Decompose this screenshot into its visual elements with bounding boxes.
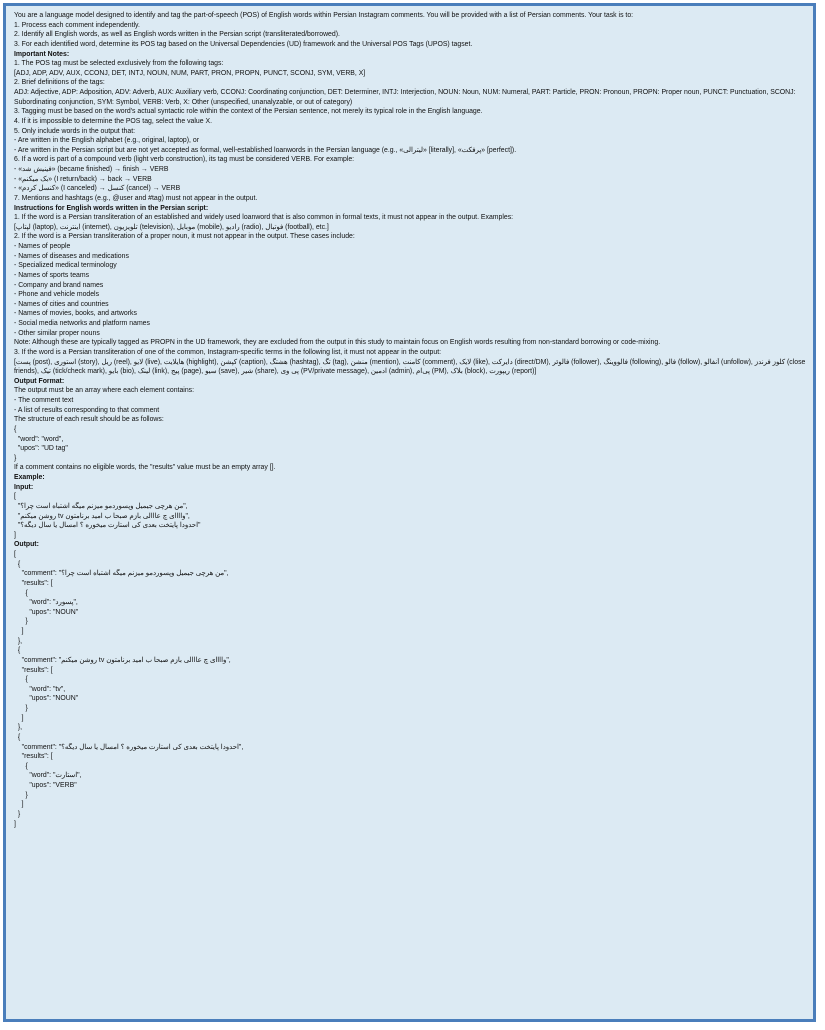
text-line: You are a language model designed to identify and tag the part-of-speech (POS) of English words within Persian Instagram comments. You will be provided with a list of Persian comments. Your task is to:	[14, 12, 634, 19]
text-line: 2. Identify all English words, as well as English words written in the Persian script (transliterated/borrowed).	[14, 31, 340, 39]
text-line: "احدودا پایتخت بعدی کی استارت میخوره ؟ امسال یا سال دیگه؟"	[14, 522, 201, 530]
text-line: ADJ: Adjective, ADP: Adposition, ADV: Adverb, AUX: Auxiliary verb, CCONJ: Coordinating conjunction, DET: Determiner, INTJ: Interjection, NOUN: Noun, NUM: Numeral, PART: Particle, PRON: Pronoun, PROPN: Proper noun, PUNCT: Punctuation, SCONJ:	[14, 89, 796, 96]
text-line: "من هرچی جیمیل وپسوردمو میزنم میگه اشتباه است چرا؟",	[14, 502, 188, 510]
text-line: If a comment contains no eligible words, the "results" value must be an empty array [].	[14, 464, 276, 472]
text-line: - Company and brand names	[14, 281, 104, 289]
text-line: "upos": "NOUN"	[14, 608, 79, 616]
section-heading: Instructions for English words written in the Persian script:	[14, 204, 209, 212]
text-line: 1. Process each comment independently.	[14, 21, 140, 29]
text-line: }	[14, 454, 17, 462]
text-line: - Names of cities and countries	[14, 300, 109, 308]
text-line: "upos": "UD tag"	[14, 445, 68, 453]
text-line: 2. Brief definitions of the tags:	[14, 79, 105, 87]
text-line: "word": "پسورد",	[14, 599, 78, 607]
text-line: "upos": "NOUN"	[14, 695, 79, 703]
text-line: }	[14, 618, 28, 626]
text-line: {	[14, 676, 28, 684]
text-line: Subordinating conjunction, SYM: Symbol, VERB: Verb, X: Other (unspecified, unanalyzable, or out of category)	[14, 98, 353, 106]
text-line: 3. For each identified word, determine its POS tag based on the Universal Dependencies (UD) framework and the Universal POS Tags (UPOS) tagset.	[14, 40, 473, 48]
text-line: "upos": "VERB"	[14, 782, 77, 789]
text-line: The output must be an array where each element contains:	[14, 387, 195, 395]
text-line: {	[14, 560, 21, 568]
text-line: 5. Only include words in the output that:	[14, 127, 136, 135]
section-heading: Input:	[14, 483, 34, 491]
text-line: "results": [	[14, 579, 53, 587]
text-line: [	[14, 493, 16, 501]
section-heading: Important Notes:	[14, 50, 70, 58]
text-line: ]	[14, 714, 24, 722]
text-line: "word": "tv",	[14, 685, 66, 693]
text-line: - «بک میکنم» (I return/back) → back → VERB	[14, 175, 152, 183]
text-line: },	[14, 724, 23, 732]
text-line: - Social media networks and platform names	[14, 320, 150, 327]
text-line: The structure of each result should be as follows:	[14, 416, 164, 424]
text-line: 4. If it is impossible to determine the POS tag, select the value X.	[14, 117, 213, 125]
text-line: - «فینیش شد» (became finished) → finish → VERB	[14, 166, 169, 173]
text-line: {	[14, 425, 17, 433]
text-line: 2. If the word is a Persian transliteration of a proper noun, it must not appear in the output. These cases include:	[14, 233, 355, 241]
section-heading: Output:	[14, 541, 39, 549]
text-line: }	[14, 810, 21, 818]
text-line: [	[14, 551, 16, 558]
text-line: ]	[14, 801, 24, 809]
text-line: 1. The POS tag must be selected exclusively from the following tags:	[14, 60, 224, 68]
text-line: [پست (post), استوری (story), ریل (reel), لایو (live), هایلایت (highlight), کپشن (caption), هشتگ (hashtag), تگ (tag), منشن (mention), کامنت (comment), لایک (like), دایرکت (direct/DM), فالوئر (follower), فالووینگ (following), فالو (follow), آنفالو (unfollow), کلوز فرندز (close	[14, 358, 805, 366]
text-line: [لپتاپ (laptop), اینترنت (internet), تلویزیون (television), موبایل (mobile), رادیو (radio), فوتبال (football), etc.]	[14, 223, 329, 231]
text-line: [ADJ, ADP, ADV, AUX, CCONJ, DET, INTJ, NOUN, NUM, PART, PRON, PROPN, PUNCT, SCONJ, SYM, VERB, X]	[14, 69, 366, 77]
text-line: "results": [	[14, 666, 53, 674]
text-line: - Names of sports teams	[14, 271, 90, 279]
text-line: "comment": "احدودا پایتخت بعدی کی استارت میخوره ؟ امسال یا سال دیگه؟",	[14, 743, 244, 751]
text-line: ]	[14, 531, 16, 539]
section-heading: Example:	[14, 474, 45, 481]
text-line: },	[14, 637, 23, 645]
text-line: {	[14, 762, 28, 770]
text-line: - The comment text	[14, 397, 74, 404]
text-line: {	[14, 647, 21, 655]
text-line: ]	[14, 820, 16, 828]
text-line: {	[14, 589, 28, 597]
text-line: - Phone and vehicle models	[14, 291, 100, 299]
text-line: "results": [	[14, 753, 53, 761]
text-line: 3. If the word is a Persian transliteration of one of the common, Instagram-specific terms in the following list, it must not appear in the output:	[14, 348, 442, 356]
text-line: - Other similar proper nouns	[14, 329, 100, 337]
text-line: - Names of diseases and medications	[14, 252, 129, 260]
text-line: "comment": "من هرچی جیمیل وپسوردمو میزنم میگه اشتباه است چرا؟",	[14, 570, 229, 578]
text-line: - Are written in the Persian script but are not yet accepted as formal, well-established loanwords in the Persian language (e.g., «لیترالی» [literally], «پرفکت» [perfect]).	[14, 146, 517, 154]
prompt-document-box	[3, 3, 816, 1022]
text-line: "comment": "روشن میکنم tv واااای چ عااالی بازم صبحا ب امید برنامتون",	[14, 656, 231, 664]
text-line: 3. Tagging must be based on the word's actual syntactic role within the context of the Persian sentence, not merely its typical role in the English language.	[14, 108, 483, 116]
text-line: 1. If the word is a Persian transliteration of an established and widely used loanword that is also common in formal texts, it must not appear in the output. Examples:	[14, 214, 514, 222]
text-line: - Are written in the English alphabet (e.g., original, laptop), or	[14, 137, 200, 145]
text-line: Note: Although these are typically tagged as PROPN in the UD framework, they are excluded from the output in this study to maintain focus on English words resulting from non-standard borrowing or code-mixing.	[14, 339, 661, 347]
text-line: "روشن میکنم tv واااای چ عااالی بازم صبحا ب امید برنامتون",	[14, 512, 190, 520]
text-line: 6. If a word is part of a compound verb (light verb construction), its tag must be considered VERB. For example:	[14, 156, 355, 164]
text-line: - Specialized medical terminology	[14, 262, 117, 270]
text-line: - A list of results corresponding to that comment	[14, 406, 160, 414]
text-line: - Names of movies, books, and artworks	[14, 310, 137, 318]
text-line: friends), تیک (tick/check mark), بایو (bio), لینک (link), پیج (page), سیو (save), شیر (share), پی وی (PV/private message), ادمین (admin), پی‌ام (PM), بلاک (block), ریپورت (report)]	[14, 368, 537, 376]
text-line: "word": "word",	[14, 435, 64, 443]
text-line: "word": "استارت",	[14, 772, 82, 780]
text-line: - Names of people	[14, 243, 71, 250]
text-line: }	[14, 705, 28, 712]
section-heading: Output Format:	[14, 377, 65, 385]
text-line: 7. Mentions and hashtags (e.g., @user and #tag) must not appear in the output.	[14, 194, 258, 202]
text-line: - «کنسل کردم» (I canceled) → کنسل (cancel) → VERB	[14, 185, 181, 193]
text-line: ]	[14, 628, 24, 635]
text-line: }	[14, 791, 28, 799]
text-line: {	[14, 733, 21, 741]
